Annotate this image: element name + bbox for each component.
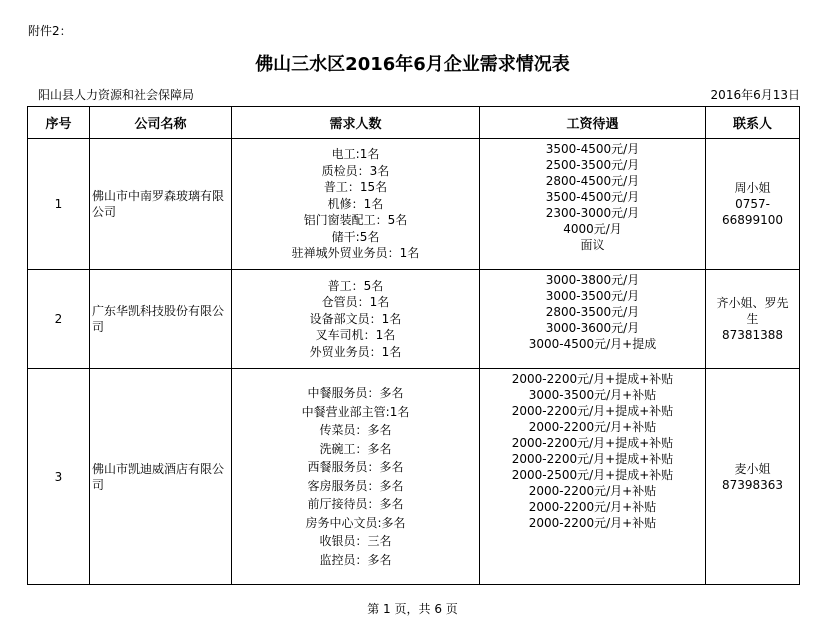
contact-line: 87398363 xyxy=(721,477,784,492)
position-item: 中餐服务员：多名 xyxy=(307,386,404,400)
issue-date: 2016年6月13日 xyxy=(710,88,800,102)
company-name: 佛山市凯迪威酒店有限公司 xyxy=(90,369,232,585)
wage-item: 3000-3500元/月+补贴 xyxy=(528,388,657,402)
wages-cell xyxy=(480,270,706,369)
wages-cell xyxy=(480,369,706,585)
position-item: 储干:5名 xyxy=(331,229,380,244)
row-number: 2 xyxy=(28,270,90,369)
wage-item: 2000-2200元/月+补贴 xyxy=(528,484,657,498)
wage-item: 2800-4500元/月 xyxy=(545,174,640,188)
header-no: 序号 xyxy=(28,107,90,139)
wage-item: 2000-2500元/月+提成+补贴 xyxy=(511,468,674,482)
position-item: 电工:1名 xyxy=(331,147,380,162)
page-title: 佛山三水区2016年6月企业需求情况表 xyxy=(255,54,570,75)
position-item: 房务中心文员:多名 xyxy=(305,515,406,530)
position-item: 传菜员：多名 xyxy=(319,423,392,437)
company-name: 广东华凯科技股份有限公司 xyxy=(90,270,232,369)
table-row xyxy=(28,139,800,270)
positions-cell xyxy=(232,369,480,585)
wage-item: 2000-2200元/月+提成+补贴 xyxy=(511,372,674,386)
row-number: 3 xyxy=(28,369,90,585)
attachment-label: 附件2： xyxy=(28,24,72,38)
company-name: 佛山市中南罗森玻璃有限公司 xyxy=(90,139,232,270)
wage-item: 2000-2200元/月+提成+补贴 xyxy=(511,404,674,418)
wage-item: 3000-3600元/月 xyxy=(545,321,640,335)
wage-item: 3000-3500元/月 xyxy=(545,289,640,303)
table-row xyxy=(28,270,800,369)
wages-cell xyxy=(480,139,706,270)
wage-item: 2500-3500元/月 xyxy=(545,158,640,172)
position-item: 铝门窗装配工：5名 xyxy=(303,213,408,228)
issuing-organization: 阳山县人力资源和社会保障局 xyxy=(38,88,195,102)
wage-item: 面议 xyxy=(580,238,605,252)
position-item: 质检员：3名 xyxy=(321,163,390,178)
position-item: 普工：15名 xyxy=(323,180,388,195)
wage-item: 2000-2200元/月+补贴 xyxy=(528,516,657,530)
position-item: 普工：5名 xyxy=(327,278,384,293)
wage-item: 2000-2200元/月+补贴 xyxy=(528,420,657,434)
wage-item: 3500-4500元/月 xyxy=(545,190,640,204)
contact-cell xyxy=(706,270,800,369)
row-number: 1 xyxy=(28,139,90,270)
demand-table xyxy=(27,106,800,585)
position-item: 洗碗工：多名 xyxy=(319,441,392,456)
position-item: 外贸业务员：1名 xyxy=(309,344,402,359)
header-positions: 需求人数 xyxy=(232,107,480,139)
wage-item: 4000元/月 xyxy=(563,222,622,236)
header-company: 公司名称 xyxy=(90,107,232,139)
contact-cell xyxy=(706,139,800,270)
contact-cell xyxy=(706,369,800,585)
table-row xyxy=(28,369,800,585)
wage-item: 2300-3000元/月 xyxy=(545,206,640,220)
position-item: 机修：1名 xyxy=(327,196,384,211)
position-item: 驻禅城外贸业务员：1名 xyxy=(291,246,420,261)
header-wages: 工资待遇 xyxy=(480,107,706,139)
contact-line: 87381388 xyxy=(721,328,784,342)
page-footer: 第 1 页，共 6 页 xyxy=(367,602,458,616)
position-item: 客房服务员：多名 xyxy=(307,478,404,493)
wage-item: 3500-4500元/月 xyxy=(545,142,640,156)
positions-cell xyxy=(232,270,480,369)
wage-item: 2000-2200元/月+提成+补贴 xyxy=(511,436,674,450)
position-item: 收银员：三名 xyxy=(319,534,392,548)
positions-cell xyxy=(232,139,480,270)
position-item: 西餐服务员：多名 xyxy=(307,460,404,474)
table-header-row xyxy=(28,107,800,139)
wage-item: 3000-4500元/月+提成 xyxy=(528,337,657,351)
wage-item: 3000-3800元/月 xyxy=(545,273,640,287)
position-item: 叉车司机：1名 xyxy=(315,328,396,343)
contact-line: 生 xyxy=(746,312,759,326)
position-item: 仓管员：1名 xyxy=(321,295,390,310)
contact-line: 0757- xyxy=(735,197,770,211)
position-item: 中餐营业部主管:1名 xyxy=(301,404,410,419)
position-item: 设备部文员：1名 xyxy=(309,311,402,326)
position-item: 前厅接待员：多名 xyxy=(307,497,404,511)
wage-item: 2000-2200元/月+提成+补贴 xyxy=(511,452,674,466)
header-contact: 联系人 xyxy=(706,107,800,139)
position-item: 监控员：多名 xyxy=(319,552,392,567)
wage-item: 2000-2200元/月+补贴 xyxy=(528,500,657,514)
contact-line: 66899100 xyxy=(721,213,784,227)
contact-line: 齐小姐、罗先 xyxy=(716,296,789,310)
contact-line: 麦小姐 xyxy=(734,461,771,476)
wage-item: 2800-3500元/月 xyxy=(545,305,640,319)
contact-line: 周小姐 xyxy=(734,181,771,195)
